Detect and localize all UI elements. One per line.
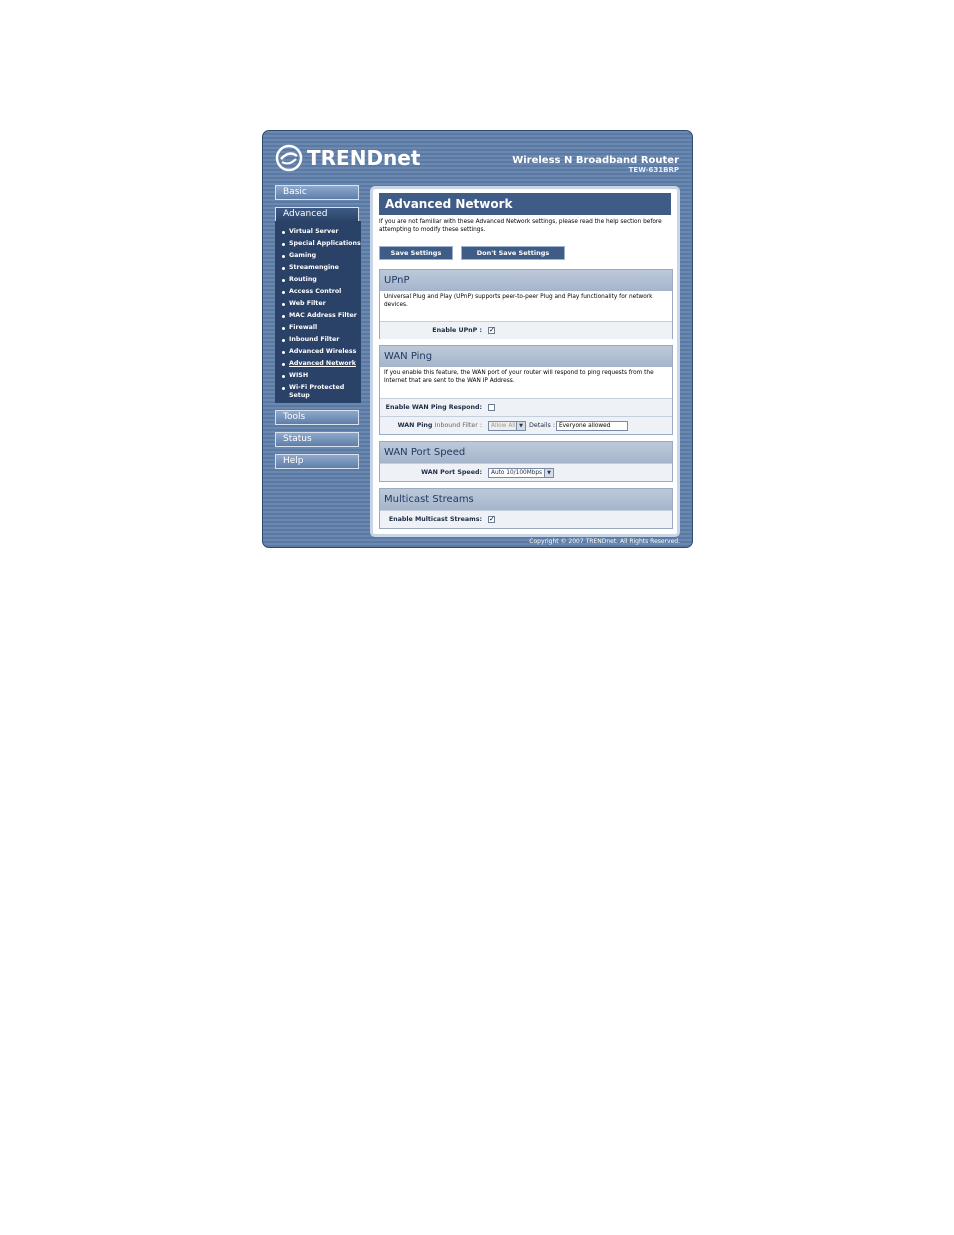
submenu-item-gaming[interactable]: Gaming [275,250,361,262]
chevron-down-icon: ▼ [516,422,525,430]
content-panel [370,186,680,537]
bullet-icon [282,387,285,390]
wan-port-speed-row [380,463,672,481]
page-title: Advanced Network [379,193,671,215]
enable-upnp-label: Enable UPnP : [432,327,482,334]
wan-port-speed-label: WAN Port Speed: [421,469,482,476]
multicast-label: Enable Multicast Streams: [388,516,482,523]
chevron-down-icon: ▼ [544,469,553,477]
upnp-row [380,321,672,339]
submenu-item-access-control[interactable]: Access Control [275,286,361,298]
bullet-icon [282,243,285,246]
product-name: Wireless N Broadband Router [512,155,679,166]
nav-help-button[interactable]: Help [275,454,359,469]
wan-ping-filter-row [380,416,672,434]
advanced-submenu [275,221,361,403]
submenu-item-inbound-filter[interactable]: Inbound Filter [275,334,361,346]
multicast-value [488,511,495,528]
wan-ping-respond-value [488,399,495,416]
bullet-icon [282,231,285,234]
wan-ping-section [379,345,673,435]
wan-port-speed-heading: WAN Port Speed [380,442,672,463]
submenu-item-special-applications[interactable]: Special Applications [275,238,361,250]
product-info [512,155,679,174]
wan-ping-heading: WAN Ping [380,346,672,367]
bullet-icon [282,339,285,342]
submenu-label-line1: Wi-Fi Protected [289,384,345,391]
check-mark-icon: ✓ [489,326,495,334]
submenu-item-advanced-network[interactable]: Advanced Network [275,358,361,370]
wan-ping-respond-label: Enable WAN Ping Respond: [385,404,482,411]
submenu-item-advanced-wireless[interactable]: Advanced Wireless [275,346,361,358]
wan-port-speed-value [488,464,554,481]
bullet-icon [282,351,285,354]
nav-status-button[interactable]: Status [275,432,359,447]
header [263,131,692,183]
submenu-item-virtual-server[interactable]: Virtual Server [275,226,361,238]
wan-ping-respond-row [380,398,672,416]
wan-port-speed-select[interactable]: Auto 10/100Mbps ▼ [488,468,554,478]
nav-basic-button[interactable]: Basic [275,185,359,200]
submenu-item-wish[interactable]: WISH [275,370,361,382]
bullet-icon [282,303,285,306]
wan-port-speed-section [379,441,673,482]
submenu-item-firewall[interactable]: Firewall [275,322,361,334]
multicast-heading: Multicast Streams [380,489,672,510]
nav-advanced-button[interactable]: Advanced [275,207,359,222]
bullet-icon [282,375,285,378]
enable-upnp-value [488,322,495,339]
bullet-icon [282,279,285,282]
multicast-row [380,510,672,528]
dont-save-settings-button[interactable]: Don't Save Settings [461,246,565,260]
router-ui-frame [262,130,693,548]
submenu-item-mac-address-filter[interactable]: MAC Address Filter [275,310,361,322]
bullet-icon [282,267,285,270]
nav-tools-button[interactable]: Tools [275,410,359,425]
bullet-icon [282,315,285,318]
trendnet-logo-icon [275,144,303,172]
enable-upnp-checkbox[interactable] [488,327,495,334]
submenu-item-wi-fi-protected-setup[interactable] [275,384,361,400]
details-field[interactable]: Everyone allowed [556,421,628,431]
submenu-item-streamengine[interactable]: Streamengine [275,262,361,274]
multicast-section [379,488,673,529]
trendnet-logo [275,143,420,173]
product-model: TEW-631BRP [628,166,679,174]
inbound-filter-select[interactable]: Allow All ▼ [488,421,526,431]
save-settings-button[interactable]: Save Settings [379,246,453,260]
upnp-section [379,269,673,339]
wan-ping-respond-checkbox[interactable] [488,404,495,411]
upnp-heading: UPnP [380,270,672,291]
copyright-footer: Copyright © 2007 TRENDnet. All Rights Reserved. [529,538,680,545]
upnp-description: Universal Plug and Play (UPnP) supports peer-to-peer Plug and Play functionality for network devices. [384,294,653,308]
submenu-item-routing[interactable]: Routing [275,274,361,286]
bullet-icon [282,255,285,258]
bullet-icon [282,363,285,366]
wan-ping-filter-value [488,417,628,434]
wan-ping-description: If you enable this feature, the WAN port of your router will respond to ping requests from the Internet that are sent to the WAN IP Address. [384,370,654,384]
submenu-label-line2: Setup [289,392,310,399]
logo-text: TRENDnet [307,146,421,170]
bullet-icon [282,291,285,294]
enable-multicast-checkbox[interactable] [488,516,495,523]
bullet-icon [282,327,285,330]
details-label: Details : [529,422,555,429]
intro-text: If you are not familiar with these Advanced Network settings, please read the help section before attempting to modify these settings. [379,219,662,233]
wan-ping-filter-label: WAN Ping Inbound Filter : [397,422,482,429]
check-mark-icon: ✓ [489,515,495,523]
submenu-item-web-filter[interactable]: Web Filter [275,298,361,310]
